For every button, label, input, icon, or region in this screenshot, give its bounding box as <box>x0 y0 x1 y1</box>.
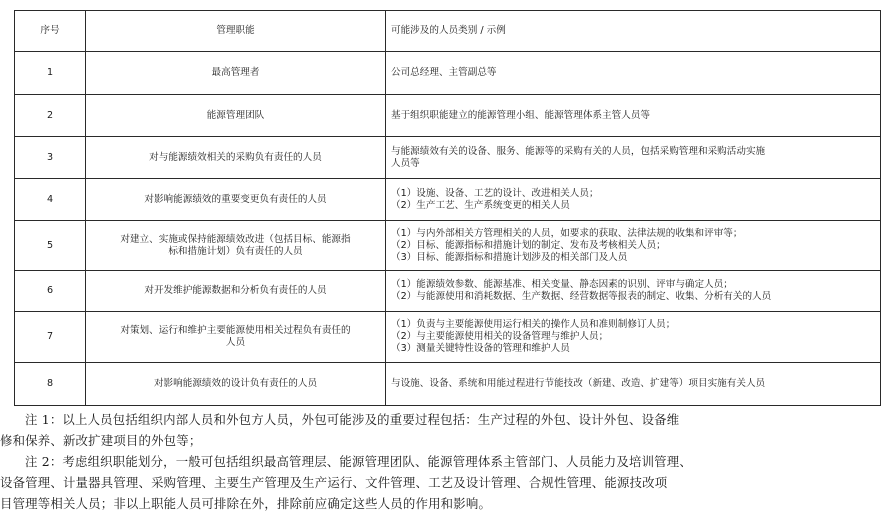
note-1-text: 以上人员包括组织内部人员和外包方人员，外包可能涉及的重要过程包括：生产过程的外包、设计外包、设备维 <box>62 412 680 427</box>
row-management-function <box>86 179 386 221</box>
personnel-text-line: （2）与主要能源使用相关的设备管理与维护人员； <box>391 331 609 342</box>
table-notes <box>0 409 893 514</box>
table-row <box>15 363 881 406</box>
personnel-text-line: 与设施、设备、系统和用能过程进行节能技改（新建、改造、扩建等）项目实施有关人员 <box>391 378 766 389</box>
row-serial-number: 3 <box>15 137 86 179</box>
personnel-text-line: （2）生产工艺、生产系统变更的相关人员 <box>391 199 570 211</box>
personnel-text-line: （2）与能源使用和消耗数据、生产数据、经营数据等报表的制定、收集、分析有关的人员 <box>391 291 772 302</box>
row-serial-number: 1 <box>15 52 86 95</box>
table-row <box>15 221 881 271</box>
row-personnel-examples <box>386 363 881 406</box>
note-2-text: 考虑组织职能划分，一般可包括组织最高管理层、能源管理团队、能源管理体系主管部门、人员能力及培训管理、 <box>62 454 692 469</box>
row-personnel-examples <box>386 221 881 271</box>
row-management-function <box>86 363 386 406</box>
table-row <box>15 137 881 179</box>
row-management-function <box>86 271 386 312</box>
header-personnel-examples: 可能涉及的人员类别 / 示例 <box>386 11 881 52</box>
personnel-text-line: （1）设施、设备、工艺的设计、改进相关人员； <box>391 187 599 199</box>
function-text-line: 对影响能源绩效的设计负有责任的人员 <box>153 378 318 389</box>
row-personnel-examples <box>386 52 881 95</box>
row-serial-number: 4 <box>15 179 86 221</box>
note-2-line-1 <box>0 451 893 472</box>
function-text-line: 对策划、运行和维护主要能源使用相关过程负有责任的 <box>120 325 351 336</box>
personnel-text-line: 与能源绩效有关的设备、服务、能源等的采购有关的人员，包括采购管理和采购活动实施 <box>391 145 766 157</box>
row-management-function <box>86 221 386 271</box>
personnel-text-line: 基于组织职能建立的能源管理小组、能源管理体系主管人员等 <box>391 109 651 121</box>
table-row <box>15 312 881 363</box>
row-personnel-examples <box>386 312 881 363</box>
row-personnel-examples <box>386 271 881 312</box>
personnel-text-line: （3）目标、能源指标和措施计划涉及的相关部门及人员 <box>391 251 628 263</box>
row-management-function <box>86 312 386 363</box>
table-header-row <box>15 11 881 52</box>
note-2-label: 注 2： <box>25 454 63 469</box>
function-text-line: 对开发维护能源数据和分析负有责任的人员 <box>144 285 327 296</box>
personnel-text-line: （2）目标、能源指标和措施计划的制定、发布及考核相关人员； <box>391 239 666 251</box>
row-management-function <box>86 95 386 137</box>
note-2-line-2: 设备管理、计量器具管理、采购管理、主要生产管理及生产运行、文件管理、工艺及设计管理、合规性管理、能源技改项 <box>0 475 668 490</box>
row-personnel-examples <box>386 179 881 221</box>
table-row <box>15 52 881 95</box>
function-text-line: 标和措施计划）负有责任的人员 <box>168 245 303 257</box>
note-1-line-1 <box>0 409 893 430</box>
row-management-function <box>86 52 386 95</box>
row-serial-number: 8 <box>15 363 86 406</box>
personnel-text-line: 人员等 <box>391 157 420 169</box>
row-serial-number: 7 <box>15 312 86 363</box>
personnel-text-line: （3）测量关键特性设备的管理和维护人员 <box>391 343 570 354</box>
function-text-line: 对影响能源绩效的重要变更负有责任的人员 <box>144 193 327 205</box>
header-serial-number: 序号 <box>15 11 86 52</box>
function-text-line: 人员 <box>225 337 246 348</box>
personnel-text-line: （1）与内外部相关方管理相关的人员，如要求的获取、法律法规的收集和评审等； <box>391 227 743 239</box>
table-row <box>15 95 881 137</box>
function-text-line: 能源管理团队 <box>206 109 265 121</box>
personnel-category-table <box>14 10 881 406</box>
table-row <box>15 179 881 221</box>
row-serial-number: 2 <box>15 95 86 137</box>
row-serial-number: 5 <box>15 221 86 271</box>
note-1-line-2: 修和保养、新改扩建项目的外包等； <box>0 433 202 448</box>
personnel-text-line: （1）能源绩效参数、能源基准、相关变量、静态因素的识别、评审与确定人员； <box>391 279 733 290</box>
row-serial-number: 6 <box>15 271 86 312</box>
table-row <box>15 271 881 312</box>
note-1-label: 注 1： <box>25 412 63 427</box>
row-management-function <box>86 137 386 179</box>
note-2-line-3: 目管理等相关人员；非以上职能人员可排除在外，排除前应确定这些人员的作用和影响。 <box>0 496 492 511</box>
personnel-text-line: （1）负责与主要能源使用运行相关的操作人员和准则制修订人员； <box>391 319 676 330</box>
row-personnel-examples <box>386 95 881 137</box>
row-personnel-examples <box>386 137 881 179</box>
function-text-line: 最高管理者 <box>211 67 260 78</box>
personnel-text-line: 公司总经理、主管副总等 <box>391 67 497 78</box>
function-text-line: 对与能源绩效相关的采购负有责任的人员 <box>149 151 322 163</box>
function-text-line: 对建立、实施或保持能源绩效改进（包括目标、能源指 <box>120 233 351 245</box>
header-management-function: 管理职能 <box>86 11 386 52</box>
